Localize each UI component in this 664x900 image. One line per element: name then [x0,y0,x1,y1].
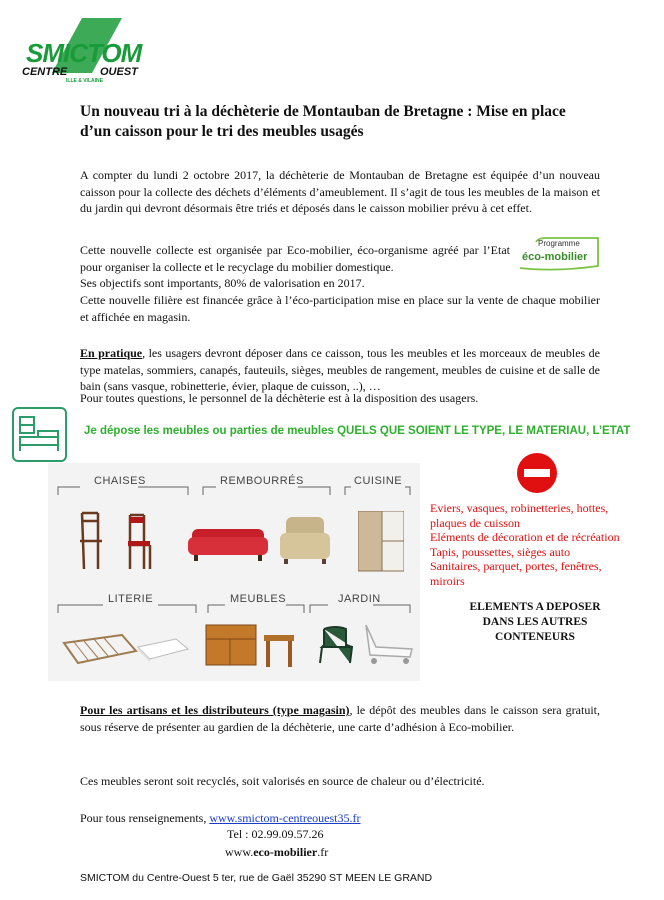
excluded-items-list [430,501,660,588]
telephone: Tel : 02.99.09.57.26 [227,827,324,841]
banner-caps: QUELS QUE SOIENT LE TYPE, LE MATERIAU, L’ETAT [337,425,631,437]
smictom-website-link[interactable]: www.smictom-centreouest35.fr [209,811,361,825]
deposit-banner [84,425,630,437]
bed-frame-icon [62,633,138,667]
eco-mobilier-website[interactable] [225,845,328,860]
dresser-icon [204,623,258,669]
page-title: Un nouveau tri à la déchèterie de Montauban de Bretagne : Mise en place d’un caisson pour le tri des meubles usagés [80,103,566,140]
note-line: ELEMENTS A DEPOSER [469,601,601,613]
category-meubles: MEUBLES [230,593,287,605]
pratique-label: En pratique [80,346,143,360]
artisans-text: , le dépôt des meubles dans le caisson sera gratuit, sous réserve de présenter au gardien de la déchèterie, une carte d’adhésion à Eco-mobilier. [80,703,600,734]
www-prefix: www. [225,845,254,859]
other-containers-note [440,600,630,645]
pratique-paragraph [80,345,600,395]
note-line: DANS LES AUTRES [482,616,588,628]
banner-text: Je dépose les meubles ou parties de meubles [84,425,338,437]
excluded-item: miroirs [430,573,465,588]
recycle-paragraph: Ces meubles seront soit recyclés, soit valorisés en source de chaleur ou d’électricité. [80,774,485,788]
excluded-item: Sanitaires, parquet, portes, fenêtres, [430,559,602,573]
sun-lounger-icon [360,621,416,669]
sofa-icon [188,523,268,563]
contact-intro: Pour tous renseignements, [80,811,210,825]
category-cuisine: CUISINE [354,475,403,487]
eco-logo-name: éco-mobilier [522,251,588,263]
category-jardin: JARDIN [338,593,381,605]
mattress-icon [136,637,190,663]
artisans-paragraph [80,702,600,735]
contact-line [80,810,410,827]
bed-icon [12,407,67,462]
excluded-item: Eléments de décoration et de récréation [430,530,620,544]
eco-logo-programme: Programme [538,239,580,248]
note-line: CONTENEURS [495,631,575,643]
kitchen-cabinet-icon [358,511,404,573]
chairs-icon [74,511,174,571]
garden-chair-icon [316,625,356,665]
questions-paragraph: Pour toutes questions, le personnel de la déchèterie est à la disposition des usagers. [80,391,479,405]
eco-mobilier-paragraph: Cette nouvelle collecte est organisée par Eco-mobilier, éco-organisme agréé par l’Etat pour organiser la collecte et le recyclage du mobilier domestique. [80,243,510,274]
category-literie: LITERIE [108,593,154,605]
footer-address: SMICTOM du Centre-Ouest 5 ter, rue de Gaël 35290 ST MEEN LE GRAND [80,872,433,884]
logo-ouest: OUEST [100,66,138,78]
excluded-item: Tapis, poussettes, sièges auto [430,544,571,559]
www-domain: eco-mobilier [253,845,318,859]
category-chaises: CHAISES [94,475,146,487]
intro-paragraph: A compter du lundi 2 octobre 2017, la déchèterie de Montauban de Bretagne est équipée d’un nouveau caisson pour la collecte des déchets d’éléments d’ameublement. Il s’agit de tous les meubles de la maison et du jardin qui devront désormais être triés et déposés dans le caisson mobilier prévu à cet effet. [80,168,600,215]
furniture-illustration [48,463,420,681]
smictom-logo [22,18,172,88]
logo-centre: CENTRE [22,66,68,78]
eco-mobilier-logo [516,236,602,272]
category-rembourres: REMBOURRÉS [220,475,304,487]
excluded-item: plaques de cuisson [430,515,520,530]
no-entry-icon [516,452,558,494]
objectives-paragraph: Ses objectifs sont importants, 80% de valorisation en 2017. [80,276,365,290]
artisans-label: Pour les artisans et les distributeurs (type magasin) [80,703,350,717]
armchair-icon [280,515,330,565]
excluded-item: Eviers, vasques, robinetteries, hottes, [430,501,609,515]
logo-ille-vilaine: ILLE & VILAINE [66,78,103,84]
financing-paragraph: Cette nouvelle filière est financée grâce à l’éco-participation mise en place sur la vente de chaque mobilier et affichée en magasin. [80,293,600,324]
pratique-text: , les usagers devront déposer dans ce caisson, tous les meubles et les morceaux de meubles de type matelas, sommiers, canapés, fauteuils, sièges, meubles de rangement, meubles de cuisine et de salle de bain (sans vasque, robinetterie, évier, plaque de cuisson, ..), … [80,346,600,393]
side-table-icon [264,635,294,669]
www-suffix: .fr [317,845,329,859]
logo-name: SMICTOM [26,38,142,68]
